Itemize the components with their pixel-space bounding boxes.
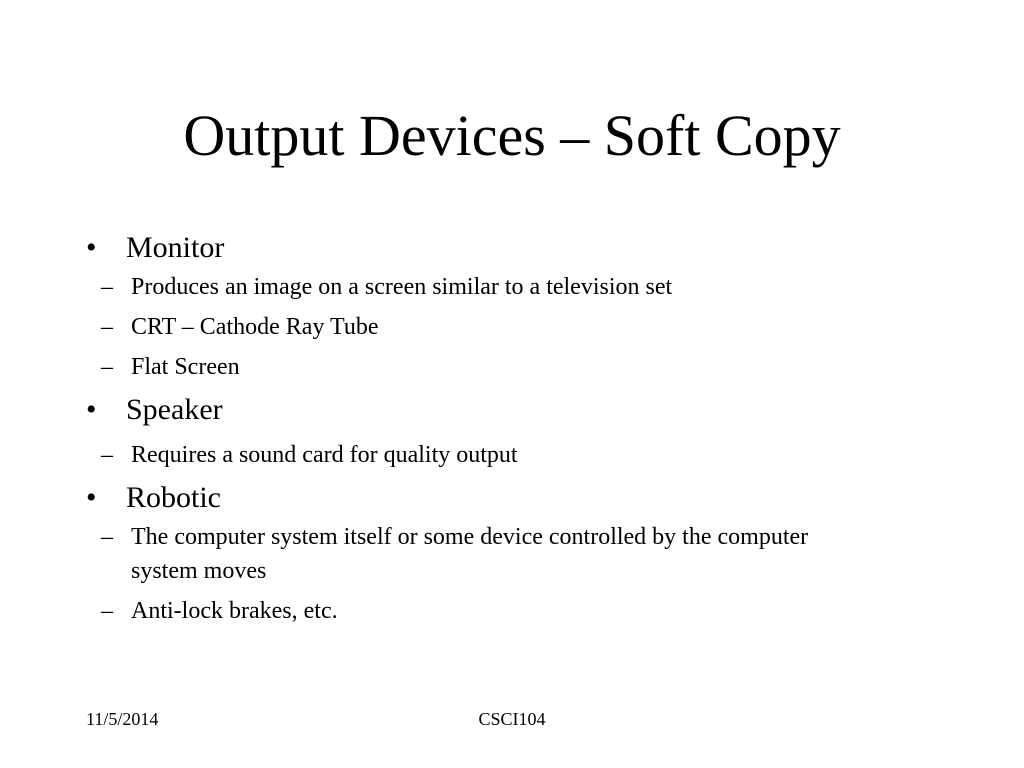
bullet-marker: •	[86, 481, 97, 514]
sub-item	[86, 594, 946, 628]
bullet-marker: •	[86, 393, 97, 426]
sub-item-text: Flat Screen	[131, 354, 240, 380]
sub-list	[86, 520, 946, 628]
sub-marker: –	[101, 598, 113, 624]
sub-item-text: Requires a sound card for quality output	[131, 442, 518, 468]
footer-course: CSCI104	[478, 709, 546, 729]
bullet-label: Speaker	[126, 393, 223, 426]
footer-date: 11/5/2014	[86, 709, 159, 729]
sub-list	[86, 438, 946, 472]
sub-marker: –	[101, 314, 113, 340]
bullet-marker: •	[86, 231, 97, 264]
bullet-item-robotic	[86, 478, 946, 518]
bullet-label: Monitor	[126, 231, 225, 264]
sub-item-text: Produces an image on a screen similar to a television set	[131, 274, 673, 300]
sub-item	[86, 438, 946, 472]
sub-marker: –	[101, 524, 113, 550]
sub-list	[86, 270, 946, 384]
sub-item-text: The computer system itself or some device controlled by the computer system moves	[131, 524, 809, 584]
sub-item	[86, 270, 946, 304]
bullet-item-speaker	[86, 390, 946, 430]
sub-marker: –	[101, 442, 113, 468]
slide-body	[86, 228, 946, 634]
sub-item	[86, 310, 946, 344]
sub-item-text: Anti-lock brakes, etc.	[131, 598, 338, 624]
bullet-label: Robotic	[126, 481, 221, 514]
sub-item-text: CRT – Cathode Ray Tube	[131, 314, 379, 340]
sub-item	[86, 520, 946, 588]
sub-marker: –	[101, 354, 113, 380]
bullet-item-monitor	[86, 228, 946, 268]
slide-title: Output Devices – Soft Copy	[183, 103, 841, 168]
sub-item	[86, 350, 946, 384]
sub-marker: –	[101, 274, 113, 300]
